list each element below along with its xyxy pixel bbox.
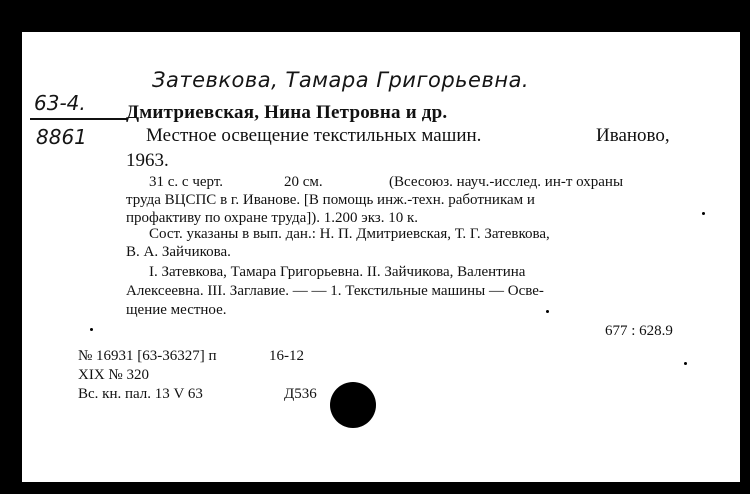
desc-series-cont: труда ВЦСПС в г. Иванове. [В помощь инж.-техн. работникам и	[126, 192, 535, 208]
entry-city: Иваново,	[596, 125, 670, 146]
entry-title: Местное освещение текстильных машин.	[146, 125, 482, 146]
handwritten-call-number-top: 63-4.	[34, 91, 86, 115]
catalog-card	[22, 32, 740, 482]
note-compilers-cont: В. А. Зайчикова.	[126, 244, 231, 260]
speck	[702, 212, 705, 215]
speck	[90, 328, 93, 331]
stamp-registration: № 16931 [63-36327] п	[78, 348, 217, 364]
call-number-divider	[30, 118, 128, 120]
speck	[546, 310, 549, 313]
speck	[684, 362, 687, 365]
handwritten-call-number-bottom: 8861	[36, 125, 87, 149]
stamp-chamber-date: Вс. кн. пал. 13 V 63	[78, 386, 203, 402]
tracing-line-1: I. Затевкова, Тамара Григорьевна. II. Зайчикова, Валентина	[149, 264, 526, 280]
note-compilers: Сост. указаны в вып. дан.: Н. П. Дмитриевская, Т. Г. Затевкова,	[149, 226, 550, 242]
desc-size: 20 см.	[284, 174, 323, 190]
handwritten-name: Затевкова, Тамара Григорьевна.	[152, 68, 530, 92]
tracing-line-3: щение местное.	[126, 302, 227, 318]
desc-pages: 31 с. с черт.	[149, 174, 223, 190]
stamp-volume: XIX № 320	[78, 367, 149, 383]
stamp-code: 16-12	[269, 348, 304, 364]
card-punch-hole	[330, 382, 376, 428]
tracing-line-2: Алексеевна. III. Заглавие. — — 1. Текстильные машины — Осве-	[126, 283, 544, 299]
desc-series-end: профактиву по охране труда]). 1.200 экз. 10 к.	[126, 210, 419, 226]
entry-author: Дмитриевская, Нина Петровна и др.	[126, 102, 448, 123]
desc-series-start: (Всесоюз. науч.-исслед. ин-т охраны	[389, 174, 624, 190]
stamp-order-number: Д536	[284, 386, 317, 402]
entry-year: 1963.	[126, 150, 169, 171]
udc-number: 677 : 628.9	[605, 323, 673, 339]
